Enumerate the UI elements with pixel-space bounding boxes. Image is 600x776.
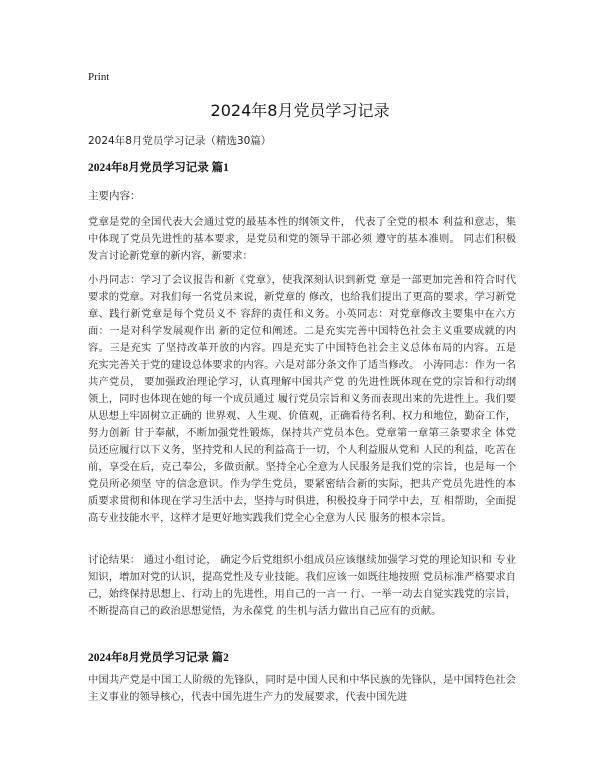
paragraph-result: 讨论结果： 通过小组讨论， 确定今后党组织小组成员应该继续加强学习党的理论知识和 专业知识，增加对党的认识，提高党性及专业技能。我们应该一如既往地按照 党员标准严格要求自己，始终保持思想上、行动上的先进性，用自己的一言一 行、一举一动去自觉实践党的宗旨，不断提高自己的政治思想觉悟，为永葆党 的生机与活力做出自己应有的贡献。 xyxy=(88,554,516,617)
paragraph-section2: 中国共产党是中国工人阶级的先锋队，同时是中国人民和中华民族的先锋队，是中国特色社会主义事业的领导核心，代表中国先进生产力的发展要求，代表中国先进 xyxy=(88,674,516,703)
content-label: 主要内容： xyxy=(88,190,141,202)
document-title: 2024年8月党员学习记录 xyxy=(210,101,390,120)
section-heading-2: 2024年8月党员学习记录 篇2 xyxy=(88,652,229,664)
paragraph-discussion: 小丹同志：学习了会议报告和新《党章》，使我深刻认识到新党 章是一部更加完善和符合时代要求的党章。对我们每一名党员来说，新党章的 修改，也给我们提出了更高的要求，学习新党章、践行新党章是每个党员义不 容辞的责任和义务。小英同志：对党章修改主要集中在六方面：一是对科学发展观作出 新的定位和阐述。二是充实完善中国特色社会主义重要成就的内容。三是充实 了坚持改革开放的内容。四是充实了中国特色社会主义总体布局的内容。五是 充实完善关于党的建设总体要求的内容。六是对部分条文作了适当修改。 小涛同志：作为一名共产党员， 要加强政治理论学习，认真理解中国共产党 的先进性既体现在党的宗旨和行动纲领上，同时也体现在她的每一个成员通过 履行党员宗旨和义务而表现出来的先进性上。我们要从思想上牢固树立正确的 世界观、人生观、价值观，正确看待名利、权力和地位，勤奋工作，努力创新 甘于奉献，不断加强党性锻炼，保持共产党员本色。党章第一章第三条要求全 体党员还应履行以下义务，坚持党和人民的利益高于一切，个人利益服从党和 人民的利益，吃苦在前，享受在后，克己奉公，多做贡献。坚持全心全意为人民服务是我们党的宗旨，也是每一个党员所必须坚 守的信念意识。作为学生党员，要紧密结合新的实际，把共产党员先进性的本 质要求贯彻和体现在学习生活中去，坚持与时俱进，积极投身于同学中去，互 相帮助，全面提高专业技能水平，这样才是更好地实践我们党全心全意为人民 服务的根本宗旨。 xyxy=(88,274,516,524)
section-heading-1: 2024年8月党员学习记录 篇1 xyxy=(88,162,229,174)
print-label[interactable]: Print xyxy=(88,71,110,83)
paragraph-intro: 党章是党的全国代表大会通过党的最基本性的纲领文件， 代表了全党的根本 利益和意志，集中体现了党员先进性的基本要求，是党员和党的领导干部必须 遵守的基本准则。 同志们积极发言讨论新党章的新内容，新要求： xyxy=(88,216,516,262)
document-subtitle: 2024年8月党员学习记录（精选30篇） xyxy=(88,135,272,147)
